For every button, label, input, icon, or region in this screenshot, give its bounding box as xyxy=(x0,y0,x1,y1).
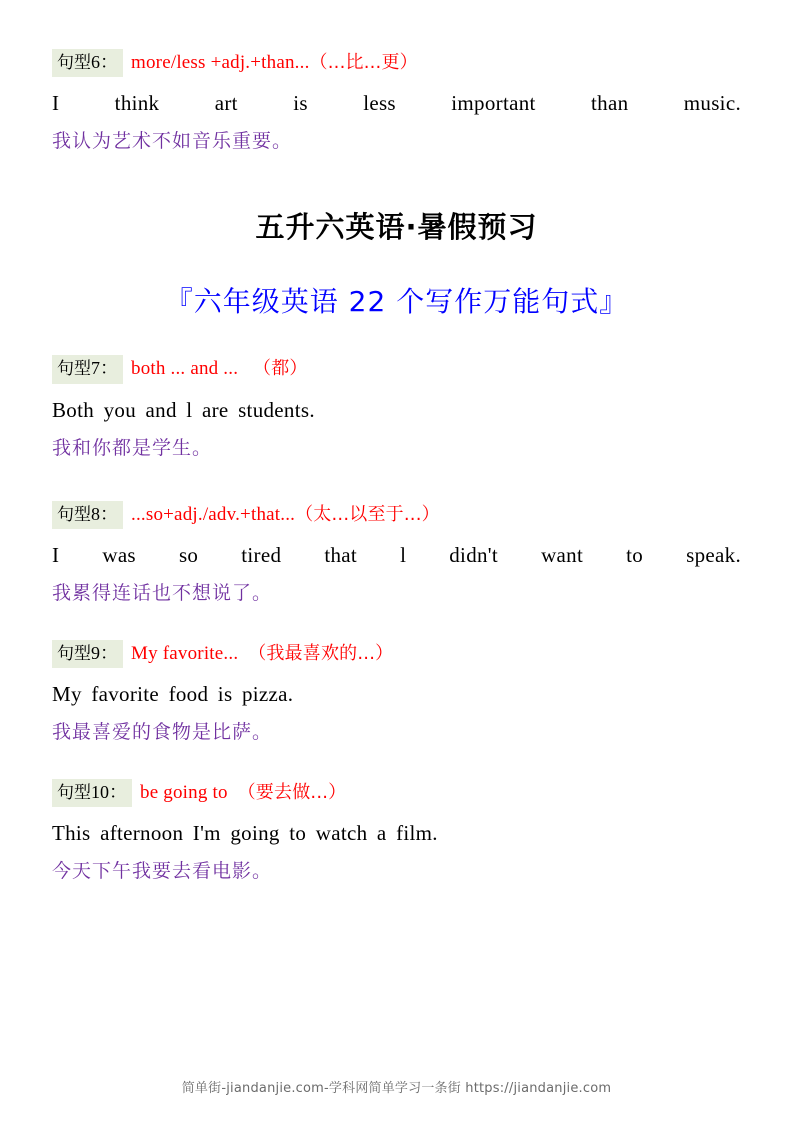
pattern-formula: be going to xyxy=(140,782,228,803)
pattern-tag xyxy=(52,501,123,529)
pattern-tag-label: 句型 xyxy=(57,359,91,380)
example-chinese: 我和你都是学生。 xyxy=(52,436,213,459)
pattern-formula: more/less +adj.+than... xyxy=(131,52,310,73)
pattern-text xyxy=(131,48,418,74)
pattern-text xyxy=(131,354,308,380)
pattern-meaning: （都） xyxy=(253,358,308,380)
pattern-tag-label: 句型 xyxy=(57,643,91,664)
pattern-row xyxy=(52,500,741,529)
pattern-meaning: （...比...更） xyxy=(309,52,418,73)
pattern-tag-number: 8： xyxy=(91,503,118,524)
spacer xyxy=(52,605,741,639)
example-english: I was so tired that l didn't want to speak. xyxy=(52,542,741,567)
pattern-tag-number: 6： xyxy=(91,52,118,72)
pattern-meaning: （我最喜欢的...） xyxy=(248,642,394,664)
spacer xyxy=(52,744,741,778)
pattern-text xyxy=(140,778,346,804)
pattern-meaning: （太...以至于...） xyxy=(295,503,440,525)
example-chinese: 今天下午我要去看电影。 xyxy=(52,860,273,883)
pattern-tag-label: 句型 xyxy=(57,783,91,803)
pattern-row xyxy=(52,639,741,668)
pattern-text xyxy=(131,500,440,526)
pattern-text xyxy=(131,639,393,665)
pattern-tag-label: 句型 xyxy=(57,53,91,73)
example-english: This afternoon I'm going to watch a film. xyxy=(52,821,438,846)
spacer xyxy=(52,460,741,500)
example-chinese: 我认为艺术不如音乐重要。 xyxy=(52,130,293,153)
pattern-tag-number: 7： xyxy=(91,358,118,379)
pattern-row xyxy=(52,354,741,383)
pattern-formula: both ... and ... xyxy=(131,358,239,380)
pattern-row xyxy=(52,48,741,77)
example-english: I think art is less important than music. xyxy=(52,91,741,116)
example-chinese: 我累得连话也不想说了。 xyxy=(52,581,273,604)
page-title: 五升六英语·暑假预习 xyxy=(255,210,538,245)
pattern-tag-label: 句型 xyxy=(57,504,91,525)
pattern-tag xyxy=(52,779,132,807)
example-chinese: 我最喜爱的食物是比萨。 xyxy=(52,721,273,743)
pattern-formula: ...so+adj./adv.+that... xyxy=(131,503,296,525)
spacer xyxy=(52,320,741,354)
page-subtitle: 『六年级英语 22 个写作万能句式』 xyxy=(164,285,629,319)
pattern-tag xyxy=(52,355,123,383)
pattern-tag xyxy=(52,640,123,668)
example-english: My favorite food is pizza. xyxy=(52,682,294,706)
footer-watermark: 简单街-jiandanjie.com-学科网简单学习一条街 https://jiandanjie.com xyxy=(181,1081,612,1096)
pattern-row xyxy=(52,778,741,807)
pattern-tag-number: 10： xyxy=(91,782,127,802)
example-english: Both you and l are students. xyxy=(52,397,315,422)
pattern-tag-number: 9： xyxy=(91,642,118,663)
pattern-meaning: （要去做...） xyxy=(237,782,347,803)
pattern-tag xyxy=(52,49,123,77)
pattern-formula: My favorite... xyxy=(131,642,239,664)
